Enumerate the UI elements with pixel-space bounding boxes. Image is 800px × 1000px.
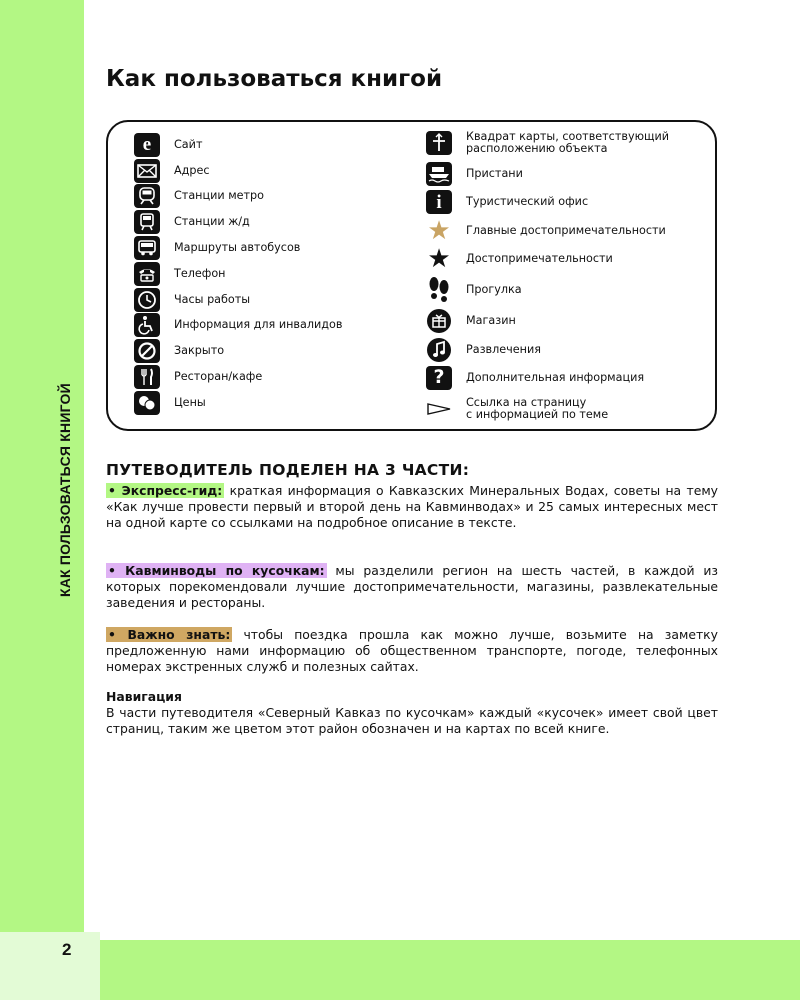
- main-sight-star-icon: ★: [427, 215, 451, 246]
- music-note-icon: [426, 338, 452, 362]
- legend-label: Адрес: [174, 163, 210, 177]
- legend-item: [134, 235, 342, 261]
- legend-label: Ссылка на страницу с информацией по теме: [466, 396, 609, 422]
- legend-item: [134, 158, 342, 184]
- legend-label: Главные достопримечательности: [466, 223, 666, 237]
- legend-label: Цены: [174, 395, 206, 409]
- closed-icon: [134, 339, 160, 363]
- express-guide-paragraph: [106, 483, 718, 531]
- legend-label: Информация для инвалидов: [174, 318, 343, 332]
- bus-icon: [134, 236, 160, 260]
- legend-item: [134, 364, 342, 390]
- page-number-tab: [0, 932, 100, 1000]
- legend-item: [426, 188, 669, 216]
- legend-label: Телефон: [174, 266, 226, 280]
- legend-label: Достопримечательности: [466, 252, 613, 266]
- legend-item: [426, 245, 669, 273]
- pier-icon: [426, 162, 452, 186]
- legend-label: Дополнительная информация: [466, 370, 645, 384]
- legend-item: [426, 335, 669, 363]
- legend-label: Туристический офис: [466, 195, 589, 209]
- page-number: 2: [62, 940, 72, 959]
- important-label: • Важно знать:: [108, 627, 231, 643]
- legend-column-right: [426, 126, 669, 426]
- clock-icon: [134, 288, 160, 312]
- legend-item: [426, 392, 669, 426]
- legend-item: [426, 273, 669, 307]
- legend-item: [134, 209, 342, 235]
- legend-item: [426, 217, 669, 245]
- navigation-paragraph: [106, 689, 718, 737]
- question-icon: ?: [426, 366, 452, 390]
- legend-item: [134, 184, 342, 210]
- navigation-heading: Навигация: [106, 689, 182, 705]
- important-text: чтобы поездка прошла как можно лучше, возьмите на заметку предложенную нами информацию об общественном транспорте, погоде, телефонных номерах экстренных служб и полезных сайтах.: [106, 627, 718, 675]
- express-guide-text: краткая информация о Кавказских Минеральных Водах, советы на тему «Как лучше провести первый и второй день на Кавминводах» и 25 самых интересных мест на одной карте со ссылками на подробное описание в тексте.: [106, 483, 718, 531]
- train-icon: [134, 210, 160, 234]
- legend-label: Магазин: [466, 314, 516, 328]
- legend-item: [134, 287, 342, 313]
- parts-heading: ПУТЕВОДИТЕЛЬ ПОДЕЛЕН НА 3 ЧАСТИ:: [106, 461, 470, 479]
- legend-item: [134, 390, 342, 416]
- legend-item: [134, 132, 342, 158]
- legend-label: Прогулка: [466, 283, 522, 297]
- icon-legend-box: [106, 120, 717, 431]
- page-reference-triangle-icon: [426, 397, 452, 421]
- prices-icon: [134, 391, 160, 415]
- legend-label: Пристани: [466, 167, 523, 181]
- kavminvody-text: мы разделили регион на шесть частей, в каждой из которых порекомендовали лучшие достопримечательности, магазины, развлекательные заведения и рестораны.: [106, 563, 719, 611]
- legend-label: Станции ж/д: [174, 215, 250, 229]
- tourist-office-icon: i: [426, 190, 452, 214]
- map-grid-icon: [426, 131, 452, 155]
- website-icon: e: [134, 133, 160, 157]
- legend-label: Станции метро: [174, 189, 264, 203]
- legend-label: Развлечения: [466, 342, 541, 356]
- important-paragraph: [106, 627, 718, 675]
- legend-item: [426, 126, 669, 160]
- sidebar-band: [0, 0, 84, 932]
- wheelchair-icon: [134, 313, 160, 337]
- navigation-text: В части путеводителя «Северный Кавказ по кусочкам» каждый «кусочек» имеет свой цвет страниц, таким же цветом этот район обозначен и на картах по всей книге.: [106, 705, 718, 737]
- legend-label: Маршруты автобусов: [174, 241, 301, 255]
- legend-label: Ресторан/кафе: [174, 370, 263, 384]
- kavminvody-paragraph: [106, 563, 718, 611]
- legend-item: [134, 313, 342, 339]
- express-guide-label: • Экспресс-гид:: [108, 483, 223, 499]
- legend-label: Закрыто: [174, 344, 225, 358]
- legend-item: [426, 364, 669, 392]
- legend-column-left: [134, 132, 342, 416]
- restaurant-icon: [134, 365, 160, 389]
- kavminvody-label: • Кавминводы по кусочкам:: [108, 563, 325, 579]
- legend-label: Сайт: [174, 137, 203, 151]
- legend-label: Часы работы: [174, 292, 251, 306]
- footprints-icon: [426, 278, 452, 302]
- legend-label: Квадрат карты, соответствующий расположению объекта: [466, 130, 670, 155]
- legend-item: [134, 261, 342, 287]
- envelope-icon: [134, 159, 160, 183]
- telephone-icon: [134, 262, 160, 286]
- legend-item: [426, 307, 669, 335]
- gift-icon: [426, 309, 452, 333]
- sight-star-icon: ★: [427, 244, 451, 275]
- metro-icon: [134, 184, 160, 208]
- sidebar-section-label: КАК ПОЛЬЗОВАТЬСЯ КНИГОЙ: [57, 383, 73, 597]
- footer-band: [100, 940, 800, 1000]
- legend-item: [134, 338, 342, 364]
- page-title: Как пользоваться книгой: [106, 66, 443, 92]
- legend-item: [426, 160, 669, 188]
